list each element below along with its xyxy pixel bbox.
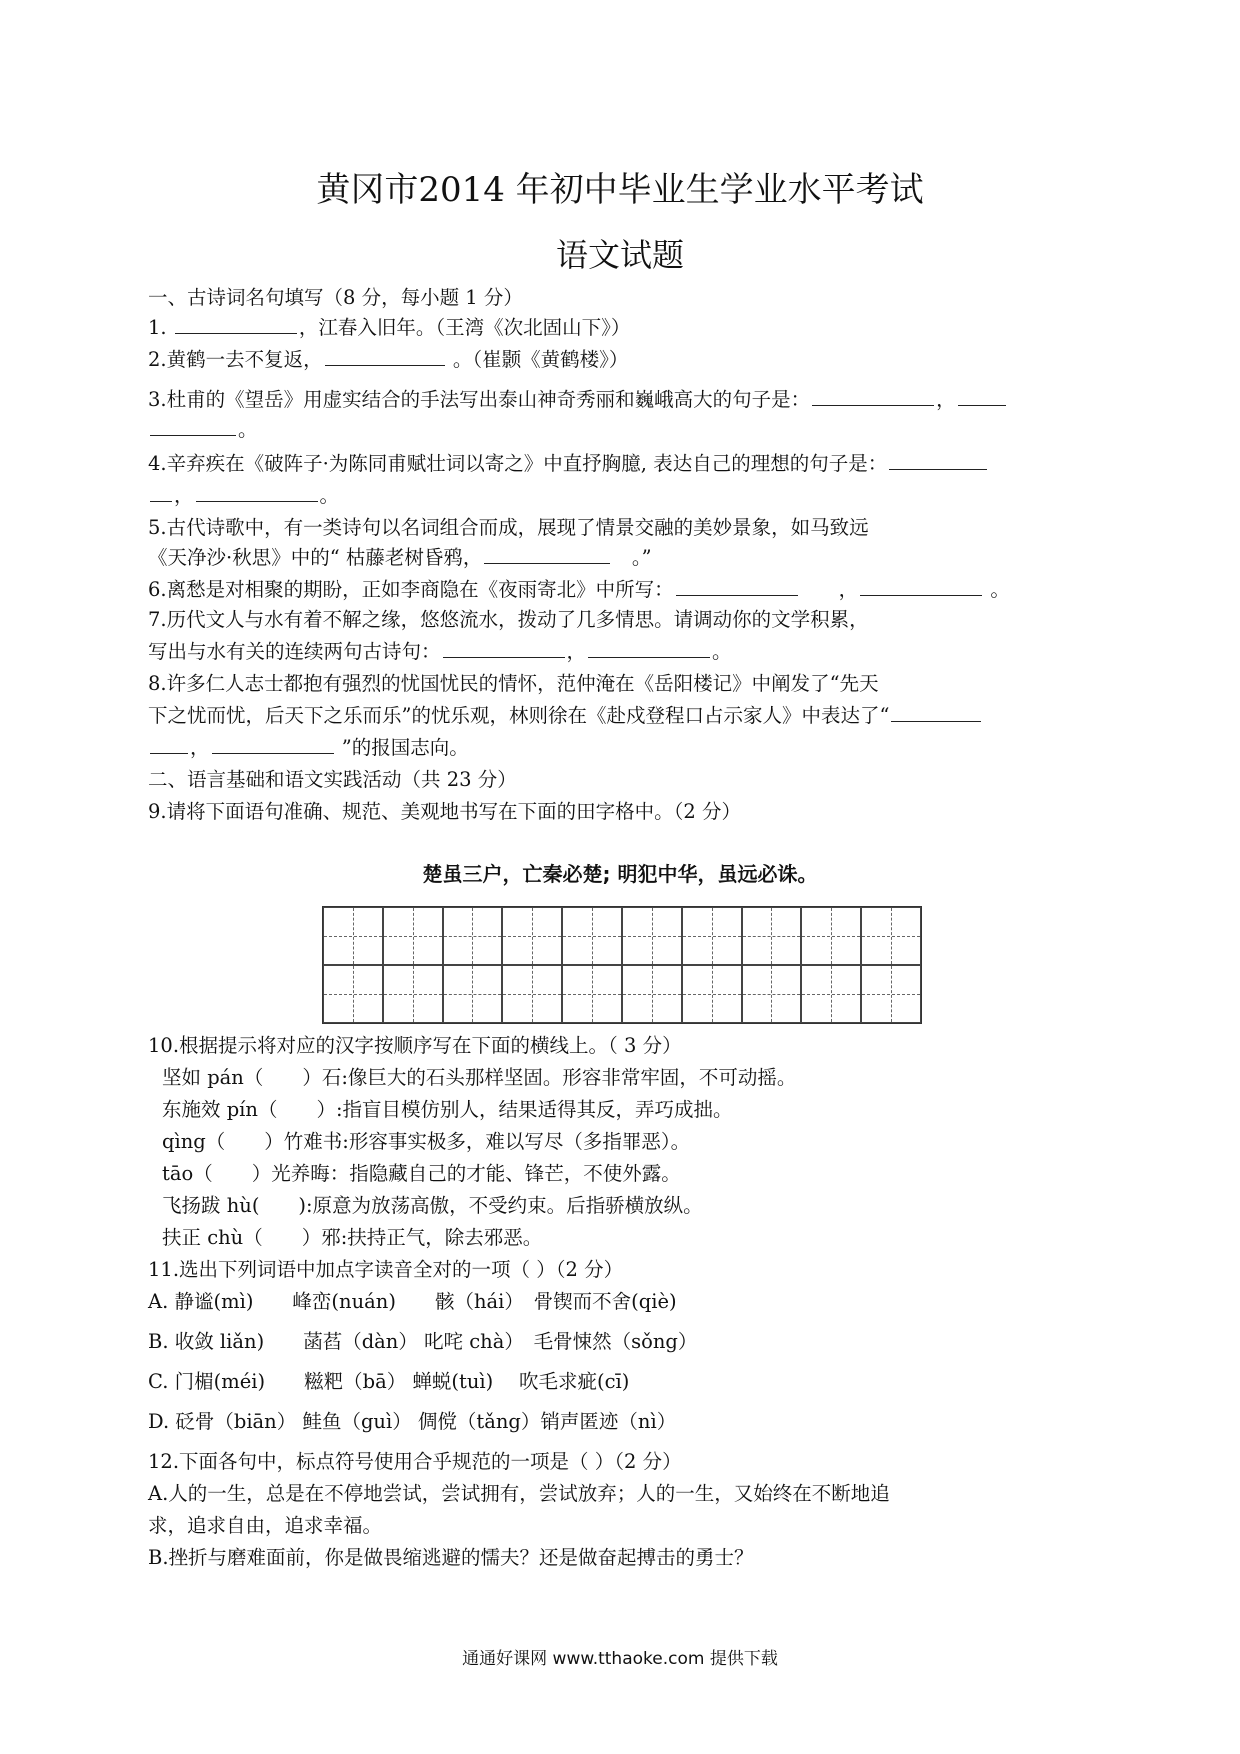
calligraphy-sentence: 楚虽三户，亡秦必楚; 明犯中华，虽远必诛。 [422, 862, 818, 886]
footer-watermark: 通通好课网 www.tthaoke.com 提供下载 [462, 1649, 778, 1669]
answer-blank[interactable] [676, 594, 798, 596]
question-8: 8.许多仁人志士都抱有强烈的忧国忧民的情怀，范仲淹在《岳阳楼记》中阐发了“先天 [148, 672, 879, 695]
grid-cell[interactable] [861, 907, 921, 965]
exam-title: 黄冈市2014 年初中毕业生学业水平考试 [316, 170, 924, 210]
answer-blank[interactable] [484, 562, 610, 564]
q10-item: 坚如 pán（ ）石:像巨大的石头那样坚固。形容非常牢固，不可动摇。 [162, 1066, 797, 1089]
grid-cell[interactable] [502, 965, 562, 1023]
grid-cell[interactable] [801, 907, 861, 965]
q12-option-b: B.挫折与磨难面前，你是做畏缩逃避的懦夫？还是做奋起搏击的勇士？ [148, 1546, 754, 1569]
question-3: 3.杜甫的《望岳》用虚实结合的手法写出泰山神奇秀丽和巍峨高大的句子是： ， [148, 390, 1008, 410]
grid-cell[interactable] [323, 965, 383, 1023]
question-7-cont: 写出与水有关的连续两句古诗句： ， 。 [148, 640, 732, 663]
q10-item: 东施效 pín（ ）:指盲目模仿别人，结果适得其反，弄巧成拙。 [162, 1098, 733, 1121]
grid-cell[interactable] [801, 965, 861, 1023]
grid-cell[interactable] [682, 907, 742, 965]
question-4-cont: ， 。 [148, 486, 339, 506]
question-2: 2.黄鹤一去不复返， 。（崔颢《黄鹤楼》） [148, 348, 629, 371]
q10-item: 扶正 chù（ ）邪:扶持正气，除去邪恶。 [162, 1226, 543, 1249]
grid-cell[interactable] [443, 907, 503, 965]
section-1-heading: 一、古诗词名句填写（8 分，每小题 1 分） [148, 286, 523, 309]
grid-cell[interactable] [742, 965, 802, 1023]
q11-option-b: B. 收敛 liǎn) 菡萏（dàn） 叱咤 chà） 毛骨悚然（sǒng） [148, 1330, 698, 1353]
q11-option-a: A. 静谧(mì) 峰峦(nuán) 骸（hái） 骨锲而不舍(qiè) [148, 1290, 677, 1313]
answer-blank[interactable] [588, 656, 710, 658]
grid-cell[interactable] [443, 965, 503, 1023]
grid-cell[interactable] [622, 907, 682, 965]
answer-blank[interactable] [958, 404, 1006, 406]
grid-cell[interactable] [562, 907, 622, 965]
exam-subtitle: 语文试题 [555, 236, 684, 274]
grid-cell[interactable] [323, 907, 383, 965]
question-10: 10.根据提示将对应的汉字按顺序写在下面的横线上。（ 3 分） [148, 1034, 682, 1057]
answer-blank[interactable] [150, 434, 236, 436]
answer-blank[interactable] [860, 594, 982, 596]
grid-cell[interactable] [562, 965, 622, 1023]
q10-item: qìng（ ）竹难书:形容事实极多，难以写尽（多指罪恶）。 [162, 1130, 691, 1153]
question-11: 11.选出下列词语中加点字读音全对的一项（ ）（2 分） [148, 1258, 624, 1281]
q10-item: 飞扬跋 hù( ):原意为放荡高傲，不受约束。后指骄横放纵。 [162, 1194, 703, 1217]
grid-cell[interactable] [383, 907, 443, 965]
q11-option-c: C. 门楣(méi) 糍粑（bā） 蝉蜕(tuì) 吹毛求疵(cī) [148, 1370, 630, 1393]
answer-blank[interactable] [175, 332, 297, 334]
q10-item: tāo（ ）光养晦：指隐藏自己的才能、锋芒，不使外露。 [162, 1162, 681, 1185]
answer-blank[interactable] [812, 404, 934, 406]
question-4: 4.辛弃疾在《破阵子·为陈同甫赋壮词以寄之》中直抒胸臆, 表达自己的理想的句子是： [148, 454, 989, 474]
tianzige-grid[interactable] [322, 906, 922, 1024]
answer-blank[interactable] [212, 752, 334, 754]
question-5: 5.古代诗歌中，有一类诗句以名词组合而成，展现了情景交融的美妙景象，如马致远 [148, 516, 869, 539]
question-12: 12.下面各句中，标点符号使用合乎规范的一项是（ ）（2 分） [148, 1450, 682, 1473]
question-3-cont: 。 [148, 420, 258, 440]
question-5-cont: 《天净沙·秋思》中的“ 枯藤老树昏鸦， 。” [148, 546, 652, 569]
answer-blank[interactable] [150, 500, 172, 502]
grid-cell[interactable] [682, 965, 742, 1023]
answer-blank[interactable] [443, 656, 565, 658]
grid-cell[interactable] [861, 965, 921, 1023]
grid-cell[interactable] [502, 907, 562, 965]
grid-cell[interactable] [622, 965, 682, 1023]
q12-option-a-cont: 求，追求自由，追求幸福。 [148, 1514, 383, 1537]
grid-cell[interactable] [742, 907, 802, 965]
answer-blank[interactable] [196, 500, 318, 502]
answer-blank[interactable] [889, 468, 987, 470]
question-8-end: ， ”的报国志向。 [148, 738, 469, 758]
question-1: 1. ，江春入旧年。（王湾《次北固山下》） [148, 316, 631, 339]
answer-blank[interactable] [325, 364, 445, 366]
question-8-cont: 下之忧而忧，后天下之乐而乐”的忧乐观，林则徐在《赴戍登程口占示家人》中表达了“ [148, 706, 983, 726]
section-2-heading: 二、语言基础和语文实践活动（共 23 分） [148, 768, 517, 791]
q11-option-d: D. 砭骨（biān） 鲑鱼（guì） 倜傥（tǎng）销声匿迹（nì） [148, 1410, 677, 1433]
question-6: 6.离愁是对相聚的期盼，正如李商隐在《夜雨寄北》中所写： ， 。 [148, 578, 1010, 601]
answer-blank[interactable] [150, 752, 188, 754]
answer-blank[interactable] [891, 720, 981, 722]
grid-cell[interactable] [383, 965, 443, 1023]
q12-option-a: A.人的一生，总是在不停地尝试，尝试拥有，尝试放弃；人的一生，又始终在不断地追 [148, 1482, 890, 1505]
question-9: 9.请将下面语句准确、规范、美观地书写在下面的田字格中。（2 分） [148, 800, 741, 823]
question-7: 7.历代文人与水有着不解之缘，悠悠流水，拨动了几多情思。请调动你的文学积累， [148, 608, 869, 631]
